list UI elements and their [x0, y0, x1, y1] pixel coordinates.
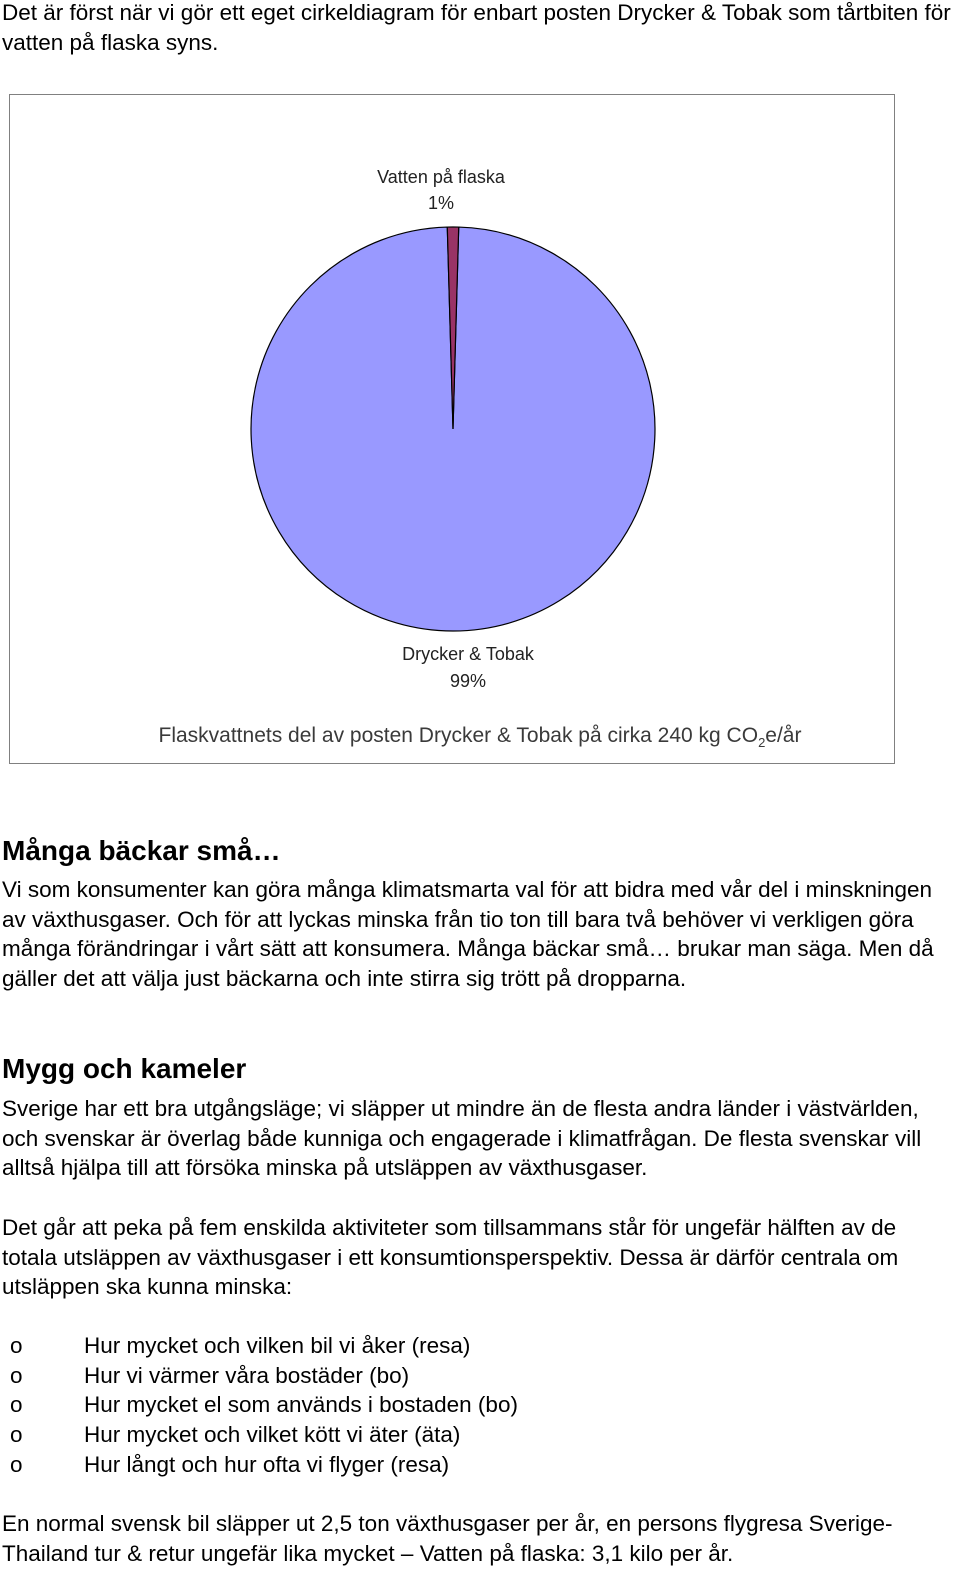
final-paragraph: En normal svensk bil släpper ut 2,5 ton växthusgaser per år, en persons flygresa Sverige-Thailand tur & retur ungefär lika mycket – Vatten på flaska: 3,1 kilo per år.: [2, 1511, 893, 1566]
list-item: o Hur långt och hur ofta vi flyger (resa): [0, 1450, 518, 1480]
list-item: o Hur mycket och vilket kött vi äter (äta): [0, 1420, 518, 1450]
bullet-marker: o: [10, 1362, 23, 1388]
list-item: o Hur vi värmer våra bostäder (bo): [0, 1361, 518, 1391]
chart-title: Flaskvattnets del av posten Drycker & Tobak på cirka 240 kg $CO_2e/år$: [158, 724, 802, 751]
slice-label-drycker: Drycker & Tobak: [402, 644, 534, 664]
list-item: o Hur mycket och vilken bil vi åker (resa): [0, 1331, 518, 1361]
pie-chart: [9, 94, 895, 764]
bullet-marker: o: [10, 1333, 23, 1358]
activities-list: [0, 1331, 518, 1480]
heading-manga-backar: Många bäckar små…: [2, 835, 281, 866]
pie-chart-svg: [10, 95, 896, 765]
bullet-marker: o: [10, 1392, 23, 1418]
paragraph-mygg-2: Det går att peka på fem enskilda aktiviteter som tillsammans står för ungefär hälften av de totala utsläppen av växthusgaser i ett konsumtionsperspektiv. Dessa är därför centrala om utsläppen ska kunna minska:: [2, 1215, 899, 1300]
paragraph-mygg-1: Sverige har ett bra utgångsläge; vi släpper ut mindre än de flesta andra länder i västvärlden, och svenskar är överlag både kunniga och engagerade i klimatfrågan. De flesta svenskar vill alltså hjälpa till att försöka minska på utsläppen av växthusgaser.: [2, 1096, 922, 1181]
intro-paragraph: Det är först när vi gör ett eget cirkeldiagram för enbart posten Drycker & Tobak som tårtbiten för vatten på flaska syns.: [2, 0, 951, 55]
slice-percent-vatten: 1%: [427, 193, 455, 213]
paragraph-manga-backar: Vi som konsumenter kan göra många klimatsmarta val för att bidra med vår del i minskningen av växthusgaser. Och för att lyckas minska från tio ton till bara två behöver vi verkligen göra många förändringar i vårt sätt att konsumera. Många bäckar små… brukar man säga. Men då gäller det att välja just bäckarna och inte stirra sig trött på dropparna.: [2, 877, 934, 992]
list-item: o Hur mycket el som används i bostaden (bo): [0, 1390, 518, 1420]
slice-label-vatten: Vatten på flaska: [377, 167, 505, 187]
heading-mygg-och-kameler: Mygg och kameler: [2, 1053, 247, 1084]
bullet-marker: o: [10, 1451, 23, 1477]
bullet-marker: o: [10, 1422, 23, 1448]
slice-percent-drycker: 99%: [449, 671, 487, 691]
